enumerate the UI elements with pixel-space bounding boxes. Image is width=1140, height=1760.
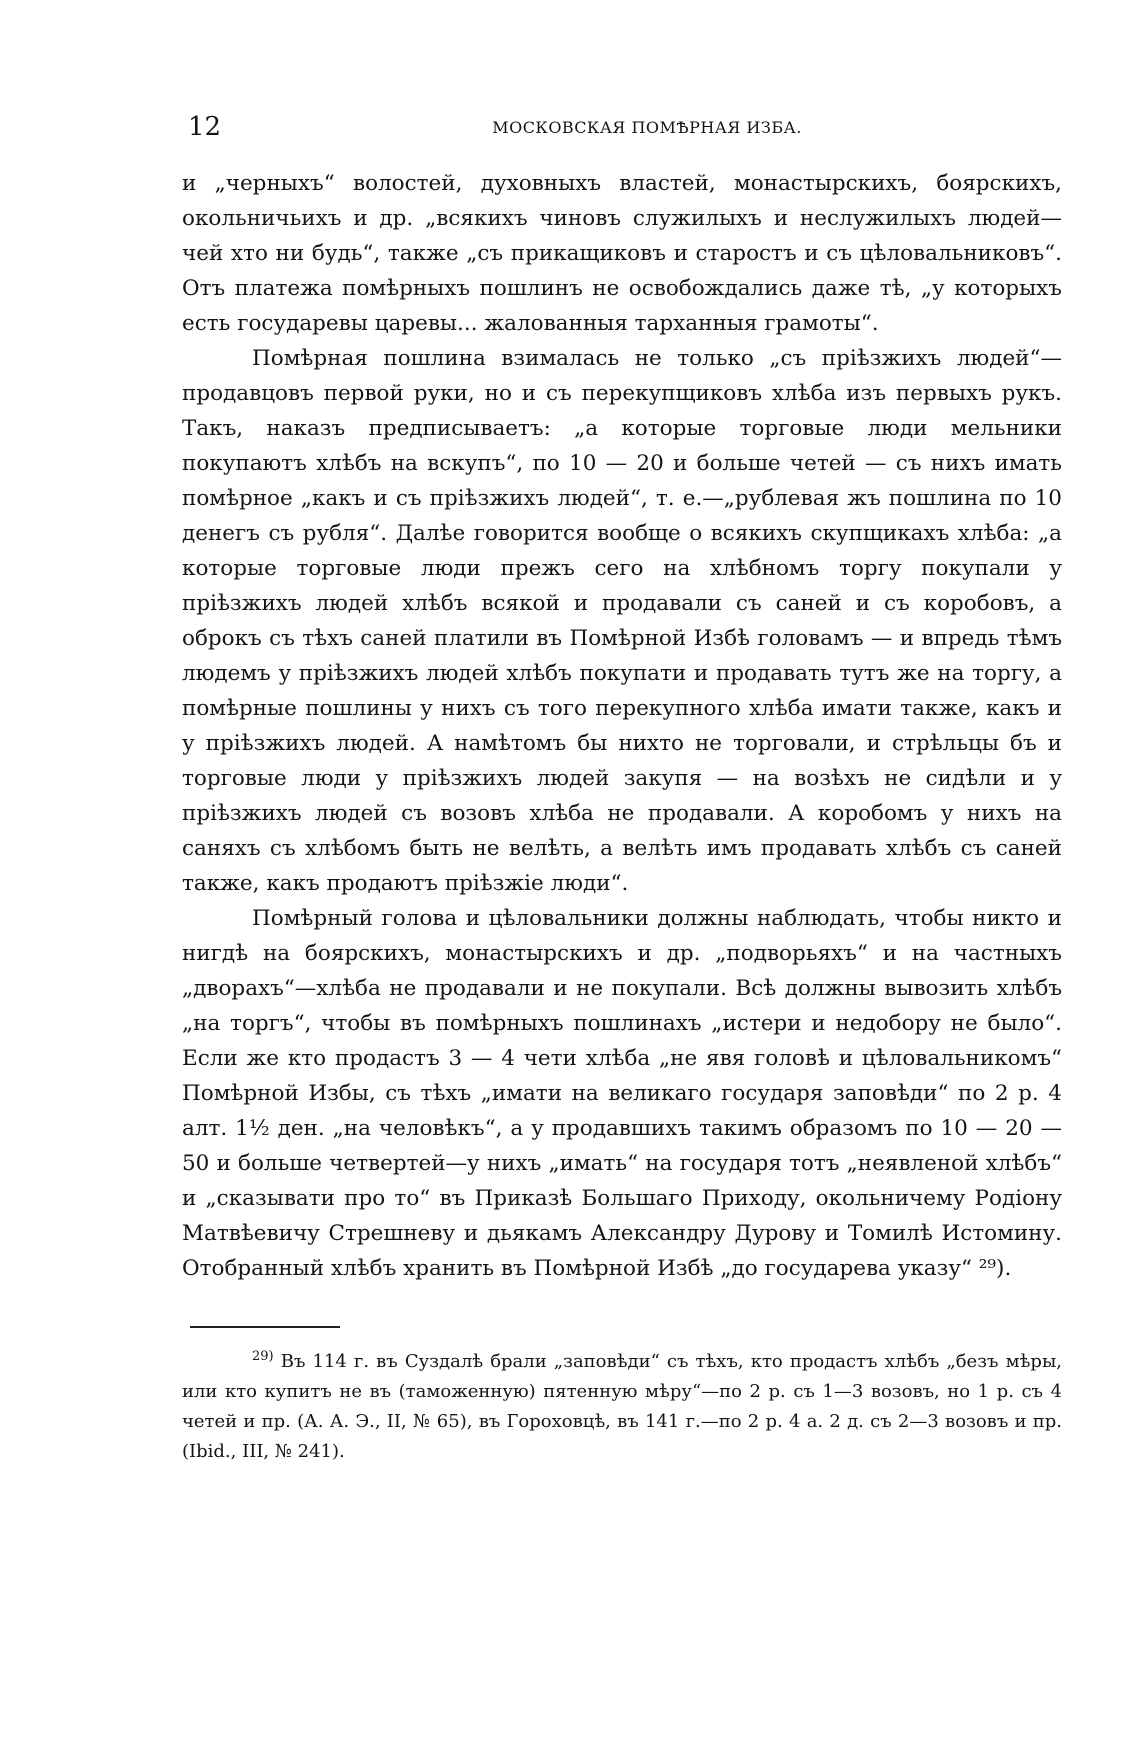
- footnote-text: Въ 114 г. въ Суздалѣ брали „заповѣди“ съ тѣхъ, кто продастъ хлѣбъ „безъ мѣры, или кто купитъ не въ (таможенную) пятенную мѣру“—по 2 р. съ 1—3 возовъ, но 1 р. съ 4 четей и пр. (А. А. Э., II, № 65), въ Гороховцѣ, въ 141 г.—по 2 р. 4 а. 2 д. съ 2—3 возовъ и пр. (Ibid., III, № 241).: [182, 1351, 1062, 1462]
- paragraph-3: Помѣрный голова и цѣловальники должны наблюдать, чтобы никто и нигдѣ на боярскихъ, монастырскихъ и др. „подворьяхъ“ и на частныхъ „дворахъ“—хлѣба не продавали и не покупали. Всѣ должны вывозить хлѣбъ „на торгъ“, чтобы въ помѣрныхъ пошлинахъ „истери и недобору не было“. Если же кто продастъ 3 — 4 чети хлѣба „не явя головѣ и цѣловальникомъ“ Помѣрной Избы, съ тѣхъ „имати на великаго государя заповѣди“ по 2 р. 4 алт. 1½ ден. „на человѣкъ“, а у продавшихъ такимъ образомъ по 10 — 20 — 50 и больше четвертей—у нихъ „имать“ на государя тотъ „неявленой хлѣбъ“ и „сказывати про то“ въ Приказѣ Большаго Приходу, окольничему Родiону Матвѣевичу Стрешневу и дьякамъ Александру Дурову и Томилѣ Истомину. Отобранный хлѣбъ хранить въ Помѣрной Избѣ „до государева указу“ ²⁹).: [182, 906, 1062, 1281]
- footnote: [182, 1342, 1062, 1467]
- footnote-marker: 29): [252, 1349, 274, 1364]
- page-header: [182, 106, 1062, 146]
- footnote-divider: [190, 1326, 340, 1328]
- paragraph-2: Помѣрная пошлина взималась не только „съ прiѣзжихъ людей“— продавцовъ первой руки, но и съ перекупщиковъ хлѣба изъ первыхъ рукъ. Такъ, наказъ предписываетъ: „а которые торговые люди мельники покупаютъ хлѣбъ на вскупъ“, по 10 — 20 и больше четей — съ нихъ имать помѣрное „какъ и съ прiѣзжихъ людей“, т. е.—„рублевая жъ пошлина по 10 денегъ съ рубля“. Далѣе говорится вообще о всякихъ скупщикахъ хлѣба: „а которые торговые люди прежъ сего на хлѣбномъ торгу покупали у прiѣзжихъ людей хлѣбъ всякой и продавали съ саней и съ коробовъ, а оброкъ съ тѣхъ саней платили въ Помѣрной Избѣ головамъ — и впредь тѣмъ людемъ у прiѣзжихъ людей хлѣбъ покупати и продавать тутъ же на торгу, а помѣрные пошлины у нихъ съ того перекупного хлѣба имати также, какъ и у прiѣзжихъ людей. А намѣтомъ бы нихто не торговали, и стрѣльцы бъ и торговые люди у прiѣзжихъ людей закупя — на возѣхъ не сидѣли и у прiѣзжихъ людей съ возовъ хлѣба не продавали. А коробомъ у нихъ на саняхъ съ хлѣбомъ быть не велѣть, а велѣть имъ продавать хлѣбъ съ саней также, какъ продаютъ прiѣзжiе люди“.: [182, 346, 1062, 896]
- body-text: [182, 166, 1062, 1286]
- page-number: 12: [188, 112, 222, 142]
- book-page: [182, 106, 1062, 1467]
- running-title: МОСКОВСКАЯ ПОМѢРНАЯ ИЗБА.: [492, 118, 802, 137]
- paragraph-1: и „черныхъ“ волостей, духовныхъ властей, монастырскихъ, боярскихъ, окольничьихъ и др. „всякихъ чиновъ служилыхъ и неслужилыхъ людей—чей хто ни будь“, также „съ прикащиковъ и старостъ и съ цѣловальниковъ“. Отъ платежа помѣрныхъ пошлинъ не освобождались даже тѣ, „у которыхъ есть государевы царевы... жалованныя тарханныя грамоты“.: [182, 171, 1062, 336]
